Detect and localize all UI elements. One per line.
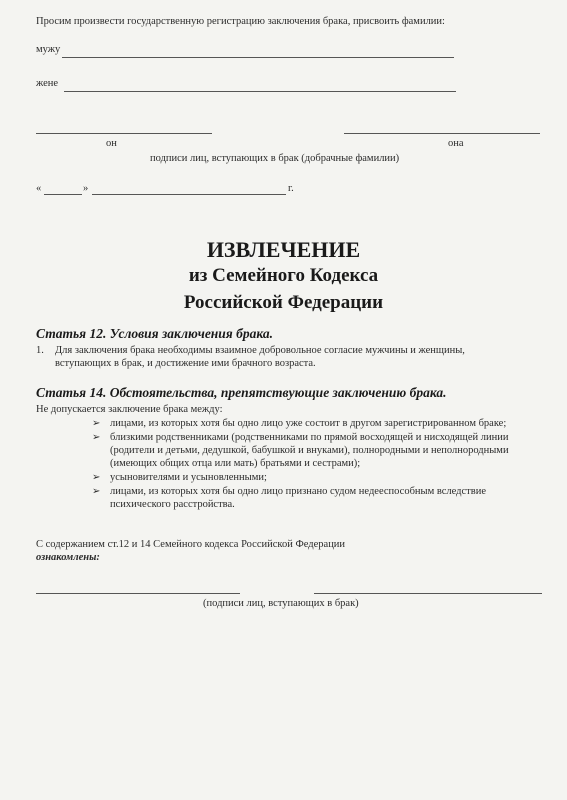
date-year-suffix: г.	[288, 183, 294, 194]
date-day-line	[44, 194, 82, 195]
title-line-3: Российской Федерации	[183, 292, 384, 313]
list-item-text: усыновителями и усыновленными;	[110, 472, 267, 483]
article-14-intro: Не допускается заключение брака между:	[36, 404, 223, 415]
request-text: Просим произвести государственную регистрацию заключения брака, присвоить фамилии:	[36, 16, 445, 27]
article-14-heading: Статья 14. Обстоятельства, препятствующие заключению брака.	[36, 385, 447, 400]
date-close-quote: »	[83, 183, 89, 194]
arrow-bullet-icon: ➢	[92, 472, 101, 483]
arrow-bullet-icon: ➢	[92, 418, 101, 429]
date-month-line	[92, 194, 286, 195]
list-item	[92, 485, 532, 511]
bottom-signature-line-left	[36, 593, 240, 594]
acquainted-label: ознакомлены:	[36, 552, 100, 563]
title-line-2: из Семейного Кодекса	[188, 265, 379, 286]
bottom-caption: (подписи лиц, вступающих в брак)	[203, 598, 359, 609]
article-12-item-line-2: вступающих в брак, и достижение ими брачного возраста.	[55, 358, 316, 369]
signature-line-she	[344, 133, 540, 134]
list-item-text: лицами, из которых хотя бы одно лицо признано судом недееспособным вследствие психического расстройства.	[110, 486, 487, 510]
list-item-text: близкими родственниками (родственниками по прямой восходящей и нисходящей линии (родители и детьми, дедушкой, бабушкой и внуками), полнородными и неполнородными (имеющих общих отца или мать) братьями и сестрами);	[110, 432, 509, 469]
arrow-bullet-icon: ➢	[92, 486, 101, 497]
signature-line-he	[36, 133, 212, 134]
date-open-quote: «	[36, 183, 42, 194]
bottom-signature-line-right	[314, 593, 542, 594]
list-item	[92, 431, 532, 470]
husband-surname-line	[62, 57, 454, 58]
sign-he-label: он	[106, 138, 117, 149]
list-item-text: лицами, из которых хотя бы одно лицо уже состоит в другом зарегистрированном браке;	[110, 418, 507, 429]
article-12-item-number: 1.	[36, 345, 44, 356]
wife-surname-line	[64, 91, 456, 92]
signatures-caption: подписи лиц, вступающих в брак (добрачные фамилии)	[150, 153, 400, 164]
husband-label: мужу	[36, 44, 61, 55]
title-line-1: ИЗВЛЕЧЕНИЕ	[206, 237, 361, 262]
acquainted-text: С содержанием ст.12 и 14 Семейного кодекса Российской Федерации	[36, 539, 346, 550]
list-item	[92, 471, 532, 484]
article-14-list	[92, 417, 532, 512]
article-12-item-line-1: Для заключения брака необходимы взаимное добровольное согласие мужчины и женщины,	[55, 345, 465, 356]
wife-label: жене	[36, 78, 59, 89]
sign-she-label: она	[448, 138, 464, 149]
article-12-heading: Статья 12. Условия заключения брака.	[36, 326, 274, 341]
list-item	[92, 417, 532, 430]
arrow-bullet-icon: ➢	[92, 432, 101, 443]
